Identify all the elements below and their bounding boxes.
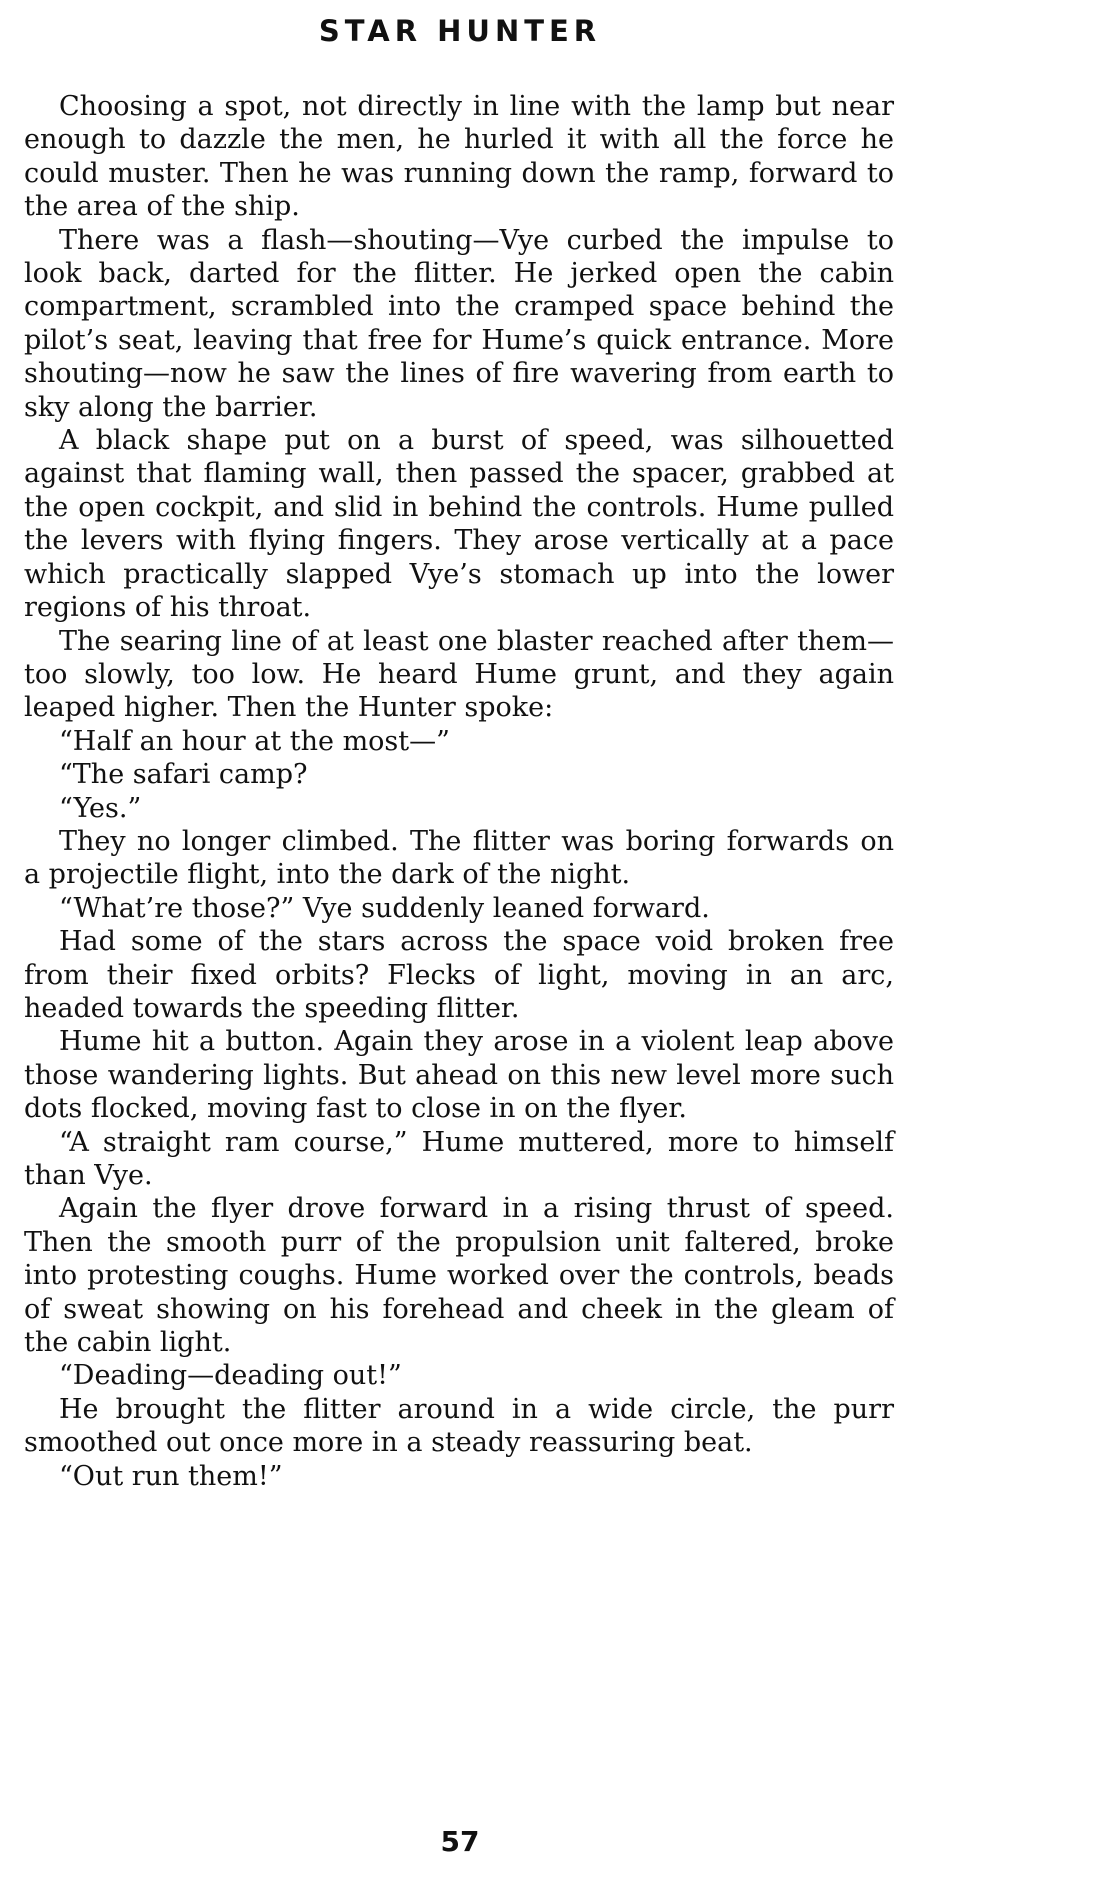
paragraph: A black shape put on a burst of speed, was silhouetted against that flaming wall, then passed the spacer, grabbed at the open cockpit, and slid in behind the controls. Hume pulled the levers with flying fingers. They arose vertically at a pace which practically slapped Vye’s stomach up into the lower regions of his throat. xyxy=(24,425,894,624)
paragraph: There was a flash—shouting—Vye curbed the impulse to look back, darted for the flitter. He jerked open the cabin compartment, scrambled into the cramped space behind the pilot’s seat, leaving that free for Hume’s quick entrance. More shouting—now he saw the lines of fire wavering from earth to sky along the barrier. xyxy=(24,224,894,423)
paragraph: “Yes.” xyxy=(59,792,142,824)
running-head: STAR HUNTER xyxy=(318,14,602,48)
page-number: 57 xyxy=(440,1825,480,1858)
paragraph: Again the flyer drove forward in a rising thrust of speed. Then the smooth purr of the propulsion unit faltered, broke into protesting coughs. Hume worked over the controls, beads of sweat showing on his forehead and cheek in the gleam of the cabin light. xyxy=(24,1193,894,1359)
paragraph: “A straight ram course,” Hume muttered, more to himself than Vye. xyxy=(24,1126,894,1191)
paragraph: He brought the flitter around in a wide circle, the purr smoothed out once more in a steady reassuring beat. xyxy=(24,1393,894,1459)
body-text xyxy=(24,90,894,1493)
paragraph: “The safari camp? xyxy=(59,759,308,791)
paragraph: Hume hit a button. Again they arose in a violent leap above those wandering lights. But ahead on this new level more such dots flocked, moving fast to close in on the flyer. xyxy=(24,1026,894,1125)
paragraph: “Deading—deading out!” xyxy=(59,1360,402,1392)
paragraph: “Half an hour at the most—” xyxy=(59,725,450,757)
paragraph: Had some of the stars across the space void broken free from their fixed orbits? Flecks of light, moving in an arc, headed towards the speeding flitter. xyxy=(24,926,894,1024)
paragraph: They no longer climbed. The flitter was boring forwards on a projectile flight, into the dark of the night. xyxy=(24,825,894,891)
paragraph: “Out run them!” xyxy=(59,1460,283,1492)
paragraph: “What’re those?” Vye suddenly leaned forward. xyxy=(59,892,710,924)
paragraph: The searing line of at least one blaster reached after them—too slowly, too low. He heard Hume grunt, and they again leaped higher. Then the Hunter spoke: xyxy=(24,625,894,724)
paragraph: Choosing a spot, not directly in line with the lamp but near enough to dazzle the men, he hurled it with all the force he could muster. Then he was running down the ramp, forward to the area of the ship. xyxy=(24,91,894,223)
